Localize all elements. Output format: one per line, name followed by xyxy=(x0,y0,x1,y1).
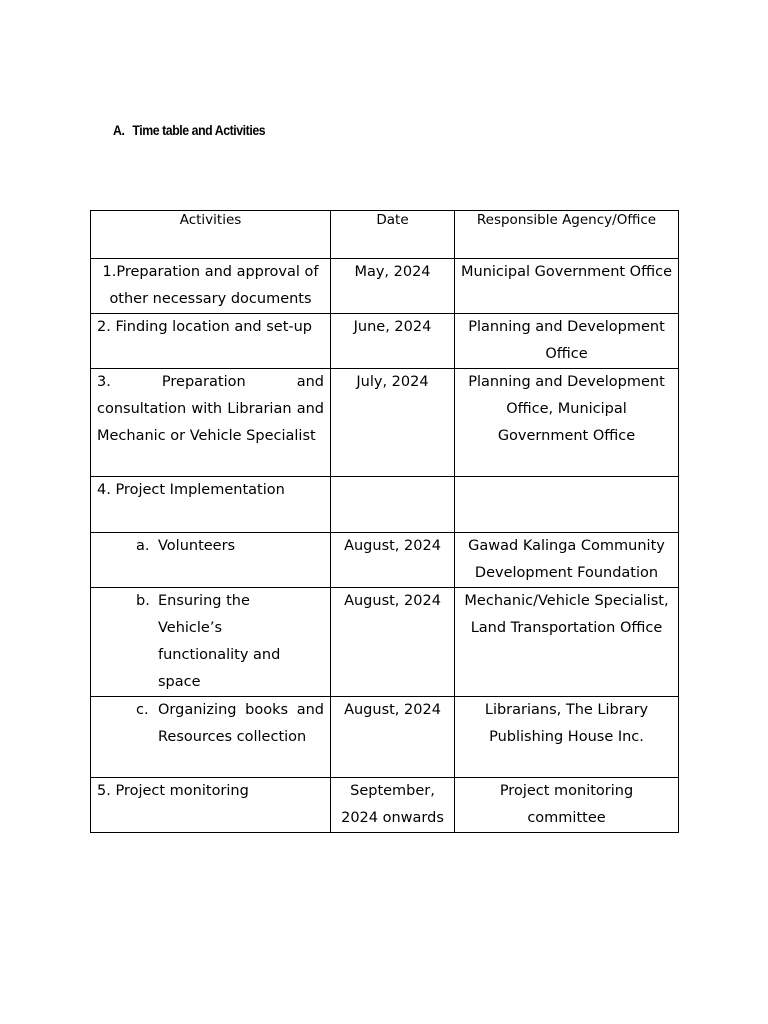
header-date: Date xyxy=(331,211,455,259)
section-title: Time table and Activities xyxy=(132,122,266,138)
header-agency: Responsible Agency/Office xyxy=(455,211,679,259)
sub-item-text: Organizing books and Resources collection xyxy=(158,702,324,745)
sub-item-text: Volunteers xyxy=(158,538,236,554)
activity-cell: 2. Finding location and set-up xyxy=(91,314,331,369)
table-row xyxy=(91,477,679,533)
date-cell: June, 2024 xyxy=(331,314,455,369)
agency-cell: Planning and Development Office, Municipal Government Office xyxy=(455,369,679,477)
table-row xyxy=(91,533,679,588)
timetable xyxy=(90,210,679,833)
activity-cell: 4. Project Implementation xyxy=(91,477,331,533)
activity-cell: 1.Preparation and approval of other necessary documents xyxy=(91,259,331,314)
date-cell: July, 2024 xyxy=(331,369,455,477)
activity-cell xyxy=(91,588,331,697)
table-row xyxy=(91,778,679,833)
table-header-row xyxy=(91,211,679,259)
table-row xyxy=(91,697,679,778)
sub-item-letter: b. xyxy=(136,593,150,609)
activity-cell xyxy=(91,533,331,588)
sub-item-letter: c. xyxy=(136,702,149,718)
activity-cell xyxy=(91,697,331,778)
agency-cell: Planning and Development Office xyxy=(455,314,679,369)
section-marker: A. xyxy=(113,122,125,138)
table-row xyxy=(91,369,679,477)
agency-cell: Gawad Kalinga Community Development Foundation xyxy=(455,533,679,588)
date-cell: September, 2024 onwards xyxy=(331,778,455,833)
activity-cell: 3. Preparation and consultation with Librarian and Mechanic or Vehicle Specialist xyxy=(91,369,331,477)
date-cell: August, 2024 xyxy=(331,697,455,778)
table-row xyxy=(91,588,679,697)
activity-cell: 5. Project monitoring xyxy=(91,778,331,833)
agency-cell xyxy=(455,477,679,533)
section-heading xyxy=(113,122,265,138)
table-row xyxy=(91,259,679,314)
agency-cell: Municipal Government Office xyxy=(455,259,679,314)
date-cell: May, 2024 xyxy=(331,259,455,314)
agency-cell: Librarians, The Library Publishing House Inc. xyxy=(455,697,679,778)
sub-item-letter: a. xyxy=(136,538,150,554)
sub-item-text: Ensuring the Vehicle’s functionality and space xyxy=(158,593,281,690)
agency-cell: Project monitoring committee xyxy=(455,778,679,833)
header-activities: Activities xyxy=(91,211,331,259)
date-cell: August, 2024 xyxy=(331,588,455,697)
date-cell xyxy=(331,477,455,533)
agency-cell: Mechanic/Vehicle Specialist, Land Transportation Office xyxy=(455,588,679,697)
date-cell: August, 2024 xyxy=(331,533,455,588)
table-row xyxy=(91,314,679,369)
